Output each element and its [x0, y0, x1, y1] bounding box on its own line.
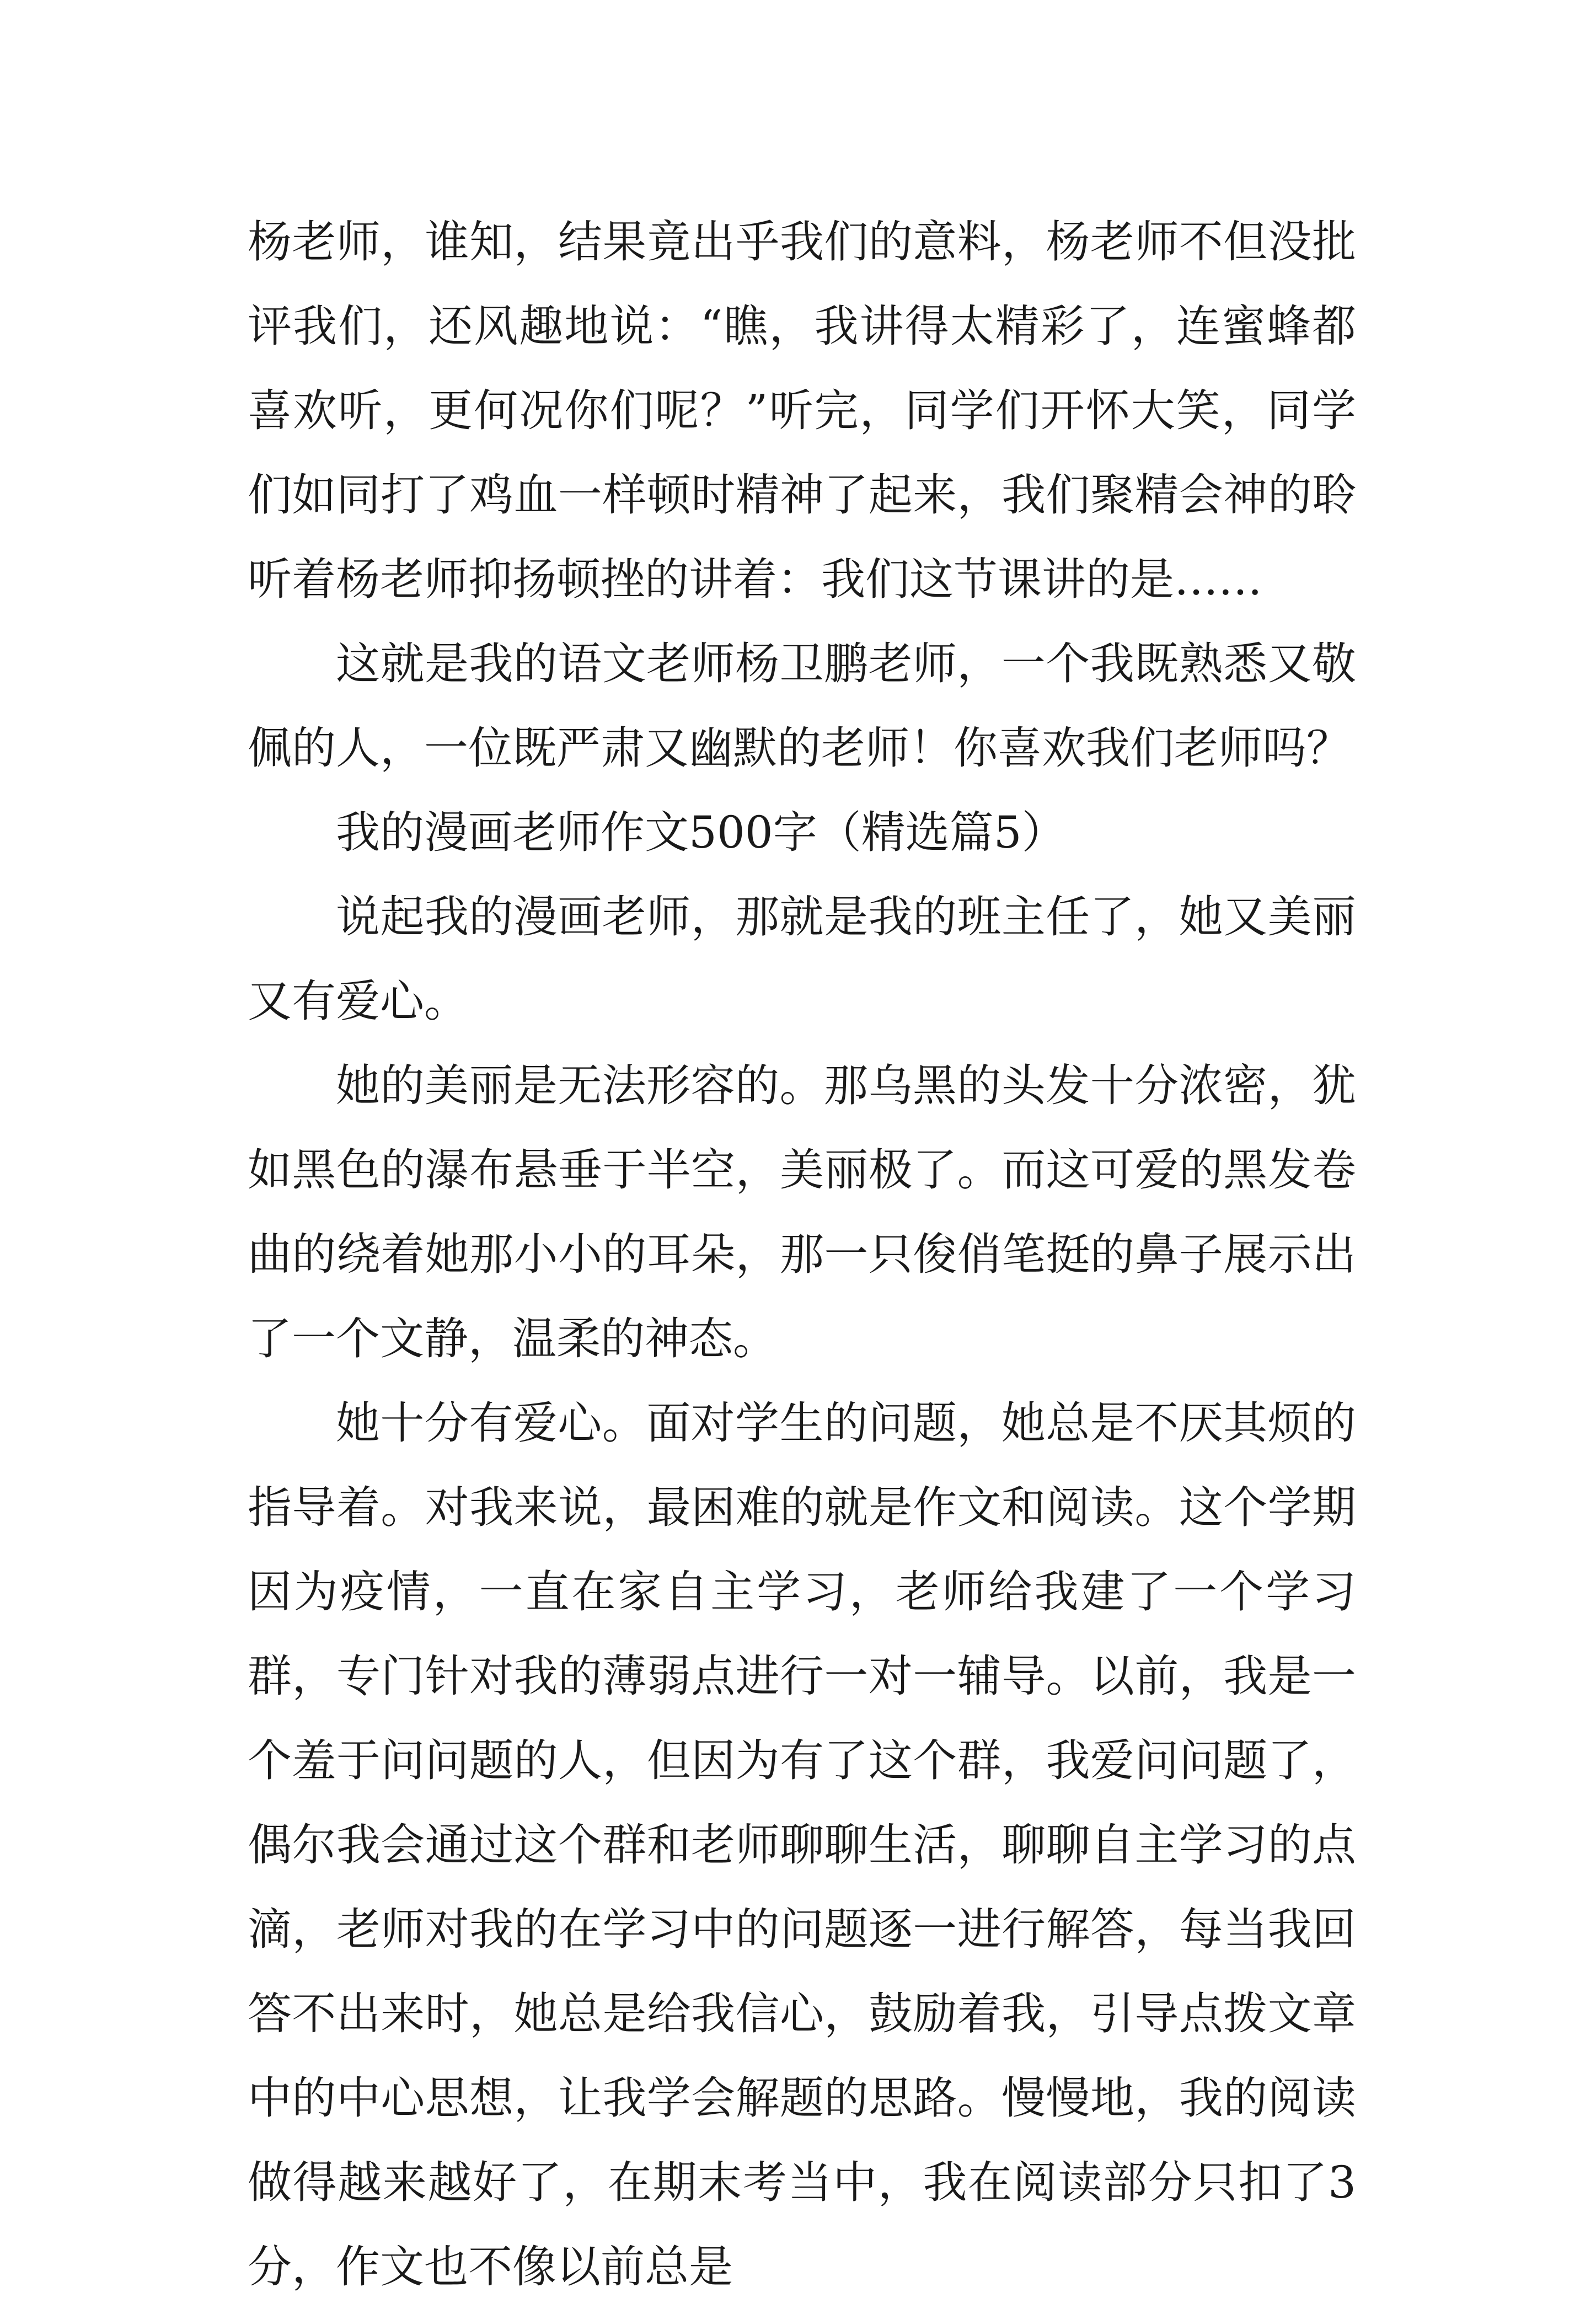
paragraph-4: 她的美丽是无法形容的。那乌黑的头发十分浓密，犹如黑色的瀑布悬垂于半空，美丽极了。而这可爱的黑发卷曲的绕着她那小小的耳朵，那一只俊俏笔挺的鼻子展示出了一个文静，温柔的神态。: [248, 1060, 1356, 1364]
paragraph-5: 她十分有爱心。面对学生的问题，她总是不厌其烦的指导着。对我来说，最困难的就是作文和阅读。这个学期因为疫情，一直在家自主学习，老师给我建了一个学习群，专门针对我的薄弱点进行一对一辅导。以前，我是一个羞于问问题的人，但因为有了这个群，我爱问问题了，偶尔我会通过这个群和老师聊聊生活，聊聊自主学习的点滴，老师对我的在学习中的问题逐一进行解答，每当我回答不出来时，她总是给我信心，鼓励着我，引导点拨文章中的中心思想，让我学会解题的思路。慢慢地，我的阅读做得越来越好了，在期末考当中，我在阅读部分只扣了3分，作文也不像以前总是: [248, 1397, 1356, 2292]
paragraph-1: 杨老师，谁知，结果竟出乎我们的意料，杨老师不但没批评我们，还风趣地说：“瞧，我讲得太精彩了，连蜜蜂都喜欢听，更何况你们呢？”听完，同学们开怀大笑，同学们如同打了鸡血一样顿时精神了起来，我们聚精会神的聆听着杨老师抑扬顿挫的讲着：我们这节课讲的是……: [248, 216, 1356, 605]
paragraph-2: 这就是我的语文老师杨卫鹏老师，一个我既熟悉又敬佩的人，一位既严肃又幽默的老师！你喜欢我们老师吗？: [248, 638, 1356, 774]
section-heading: 我的漫画老师作文500字（精选篇5）: [336, 807, 1066, 858]
document-body: [248, 200, 1356, 2309]
paragraph-3: 说起我的漫画老师，那就是我的班主任了，她又美丽又有爱心。: [248, 891, 1356, 1027]
